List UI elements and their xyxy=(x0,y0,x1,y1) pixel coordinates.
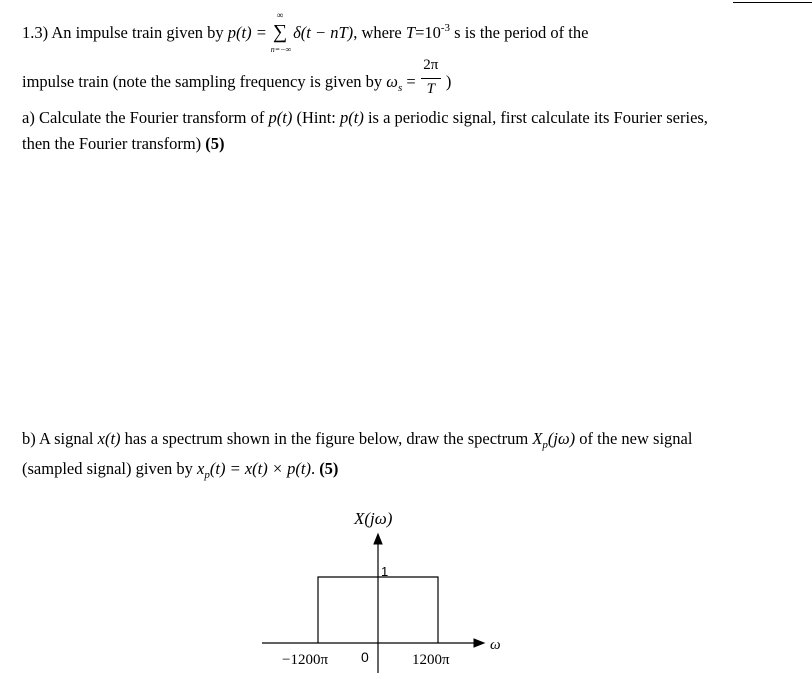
summation-sigma: ∑ xyxy=(272,21,288,43)
tick-label-pos-1200pi: 1200π xyxy=(412,652,450,668)
part-b-Xp-subscript: p xyxy=(542,439,548,451)
part-a-pt-1: p(t) xyxy=(268,108,293,127)
summation-upper-limit: ∞ xyxy=(276,10,284,20)
problem-number: 1.3) xyxy=(22,23,49,42)
part-b-points: (5) xyxy=(319,459,339,478)
part-a-text-4: then the Fourier transform) xyxy=(22,134,202,153)
part-a-text-3: is a periodic signal, first calculate its Fourier series, xyxy=(367,108,708,127)
period-variable: T xyxy=(405,23,416,42)
tick-label-neg-1200pi: −1200π xyxy=(282,652,329,668)
omega-s: ω xyxy=(386,72,398,91)
problem-intro: An impulse train given by xyxy=(51,23,224,42)
part-a-points: (5) xyxy=(205,134,225,153)
part-b-text-3: of the new signal xyxy=(579,429,693,448)
part-a-text-2: (Hint: xyxy=(296,108,336,127)
problem-where: , where xyxy=(353,23,402,42)
part-a-text-1: a) Calculate the Fourier transform of xyxy=(22,108,265,127)
fraction-denominator: T xyxy=(426,81,435,98)
part-b-Xp-arg: (jω) xyxy=(547,429,576,448)
period-value: =10 xyxy=(415,23,441,42)
impulse-train-rhs: δ(t − nT) xyxy=(293,23,354,42)
period-exponent: -3 xyxy=(440,22,451,34)
part-b-xp-subscript: p xyxy=(204,469,210,481)
period-unit-text: s is the period of the xyxy=(454,23,589,42)
part-b-period: . xyxy=(310,459,316,478)
figure-title: X(jω) xyxy=(354,509,393,528)
x-axis-label: ω xyxy=(490,637,501,653)
part-b-Xp: X xyxy=(532,429,543,448)
omega-s-subscript: s xyxy=(397,82,403,94)
part-b-xp-def: (t) = x(t) × p(t) xyxy=(209,459,311,478)
note-close-paren: ) xyxy=(445,72,452,91)
sampling-note: impulse train (note the sampling frequency is given by xyxy=(22,72,383,91)
fraction-numerator: 2π xyxy=(423,57,439,74)
part-b-text-2: has a spectrum shown in the figure below, draw the spectrum xyxy=(124,429,529,448)
part-b-text-4: (sampled signal) given by xyxy=(22,459,193,478)
part-b-xt: x(t) xyxy=(97,429,121,448)
tick-label-origin: 0 xyxy=(361,649,369,665)
impulse-train-lhs: p(t) = xyxy=(227,23,267,42)
tick-label-amplitude: 1 xyxy=(381,564,389,579)
omega-equals: = xyxy=(406,72,416,91)
part-b-text-1: b) A signal xyxy=(22,429,94,448)
part-a-pt-2: p(t) xyxy=(340,108,364,127)
part-b-xp: x xyxy=(197,459,205,478)
summation-lower-limit: n=−∞ xyxy=(270,45,292,54)
